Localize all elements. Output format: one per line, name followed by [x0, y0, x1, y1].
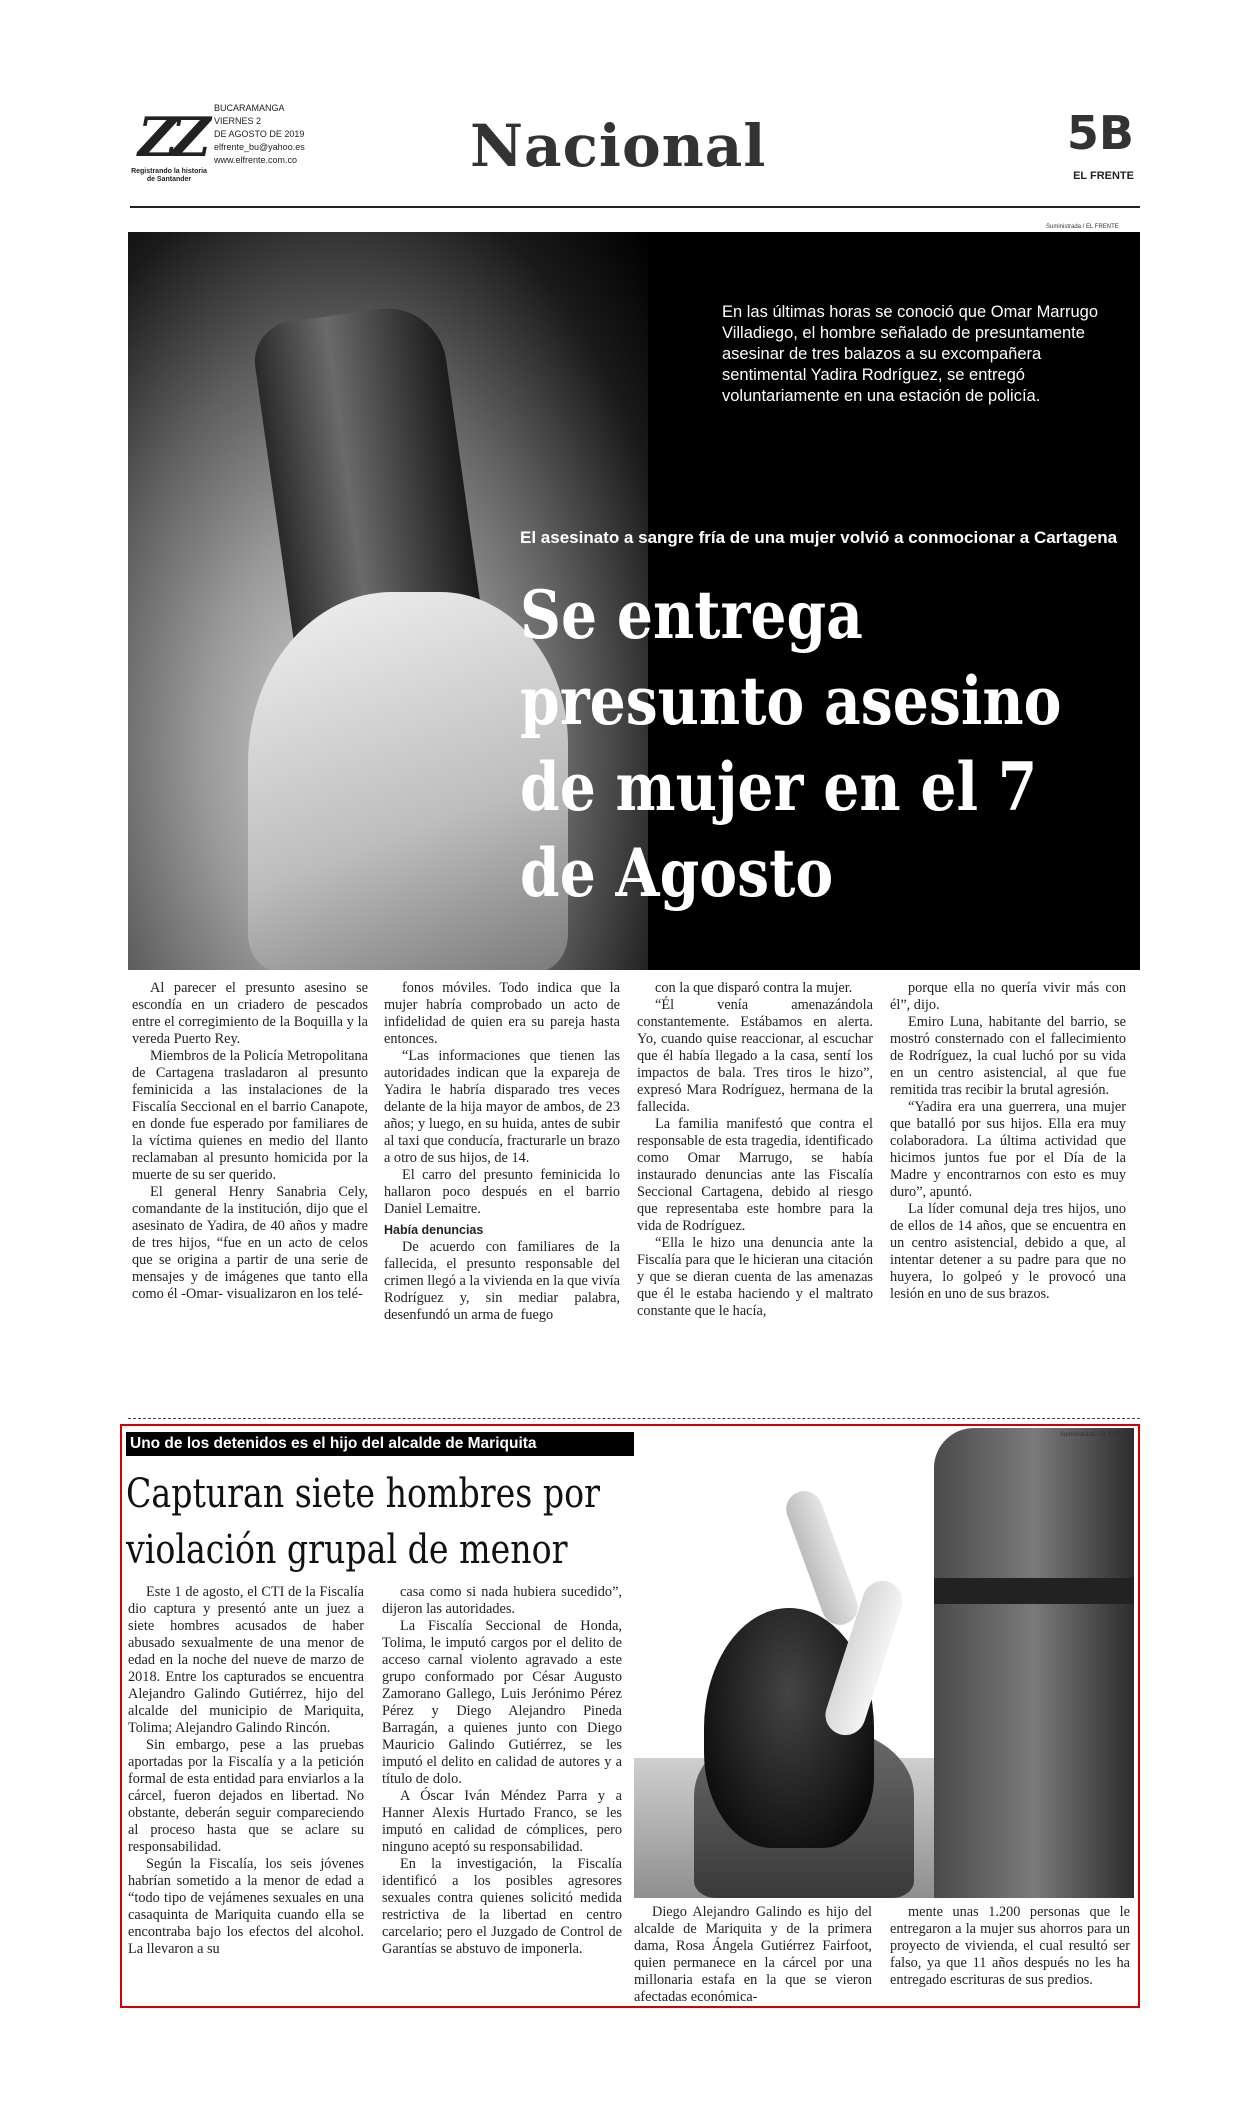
- edition-info: [214, 102, 305, 167]
- day: VIERNES 2: [214, 116, 262, 126]
- paragraph: De acuerdo con familiares de la fallecida, el presunto responsable del crimen llegó a la vivienda en la que vivía Rodríguez y, sin mediar palabra, desenfundó un arma de fuego: [384, 1239, 620, 1323]
- photo-credit-top: Suministrada / EL FRENTE: [1046, 224, 1119, 230]
- header-divider: [130, 206, 1140, 208]
- page-number: 5B: [1066, 106, 1134, 160]
- paragraph: “Las informaciones que tienen las autoridades indican que la expareja de Yadira le habría disparado tres veces delante de la hija mayor de ambos, de 23 años; y luego, en su huida, antes de subir al taxi que conducía, fracturarle un brazo a otro de sus hijos, de 14.: [384, 1048, 620, 1166]
- website-link[interactable]: www.elfrente.com.co: [214, 155, 298, 165]
- top-column-1: [132, 980, 368, 1303]
- bottom-column-3: [634, 1904, 872, 2006]
- top-column-2: [384, 980, 620, 1324]
- bottom-story-photo: [634, 1428, 1134, 1898]
- logo-caption: Registrando la historia de Santander: [131, 168, 207, 183]
- subheading: Había denuncias: [384, 1223, 484, 1237]
- top-story-lede: En las últimas horas se conoció que Omar Marrugo Villadiego, el hombre señalado de presuntamente asesinar de tres balazos a su excompañera sentimental Yadira Rodríguez, se entregó voluntariamente en una estación de policía.: [722, 303, 1099, 405]
- paragraph: Este 1 de agosto, el CTI de la Fiscalía dio captura y presentó ante un juez a siete hombres acusados de haber abusado sexualmente de una menor de edad en la noche del nueve de marzo de 2018. Entre los capturados se encuentra Alejandro Galindo Gutiérrez, hijo del alcalde del municipio de Mariquita, Tolima; Alejandro Galindo Rincón.: [128, 1584, 364, 1736]
- paragraph: A Óscar Iván Méndez Parra y a Hanner Alexis Hurtado Franco, se les imputó en calidad de cómplices, pero ninguno aceptó su responsabilidad.: [382, 1788, 622, 1855]
- top-column-4: [890, 980, 1126, 1303]
- paragraph: El general Henry Sanabria Cely, comandante de la institución, dijo que el asesinato de Yadira, de 40 años y madre de tres hijos, “fue en un acto de celos que se origina a partir de una serie de mensajes y de imágenes que tanto ella como él -Omar- visualizaron en los telé-: [132, 1184, 368, 1302]
- paragraph: El carro del presunto feminicida lo hallaron poco después en el barrio Daniel Lemaitre.: [384, 1167, 620, 1217]
- paragraph: Miembros de la Policía Metropolitana de Cartagena trasladaron al presunto feminicida a las instalaciones de la Fiscalía Seccional en el barrio Canapote, en donde fue esperado por familiares de la víctima quienes en medio del llanto reclamaban al presunto homicida por la muerte de su ser querido.: [132, 1048, 368, 1183]
- paragraph: con la que disparó contra la mujer.: [655, 980, 853, 996]
- section-divider: [128, 1418, 1140, 1419]
- bottom-column-4: [890, 1904, 1130, 1989]
- paragraph: Sin embargo, pese a las pruebas aportadas por la Fiscalía y a la petición formal de esta entidad para enviarlos a la cárcel, fueron dejados en libertad. No obstante, deberán seguir compareciendo al proceso hasta que se aclare su responsabilidad.: [128, 1737, 364, 1855]
- top-story-kicker: El asesinato a sangre fría de una mujer volvió a conmocionar a Cartagena: [520, 528, 1118, 547]
- paragraph: En la investigación, la Fiscalía identificó a los posibles agresores sexuales contra quienes solicitó medida restrictiva de la libertad en centro carcelario; pero el Juzgado de Control de Garantías se abstuvo de imponerla.: [382, 1856, 622, 1957]
- masthead: [130, 100, 1140, 208]
- paragraph: “Yadira era una guerrera, una mujer que batalló por sus hijos. Ella era muy colaboradora. La última actividad que hicimos juntos fue por el Día de la Madre y encontrarnos con esto es muy duro”, apuntó.: [890, 1099, 1126, 1200]
- paragraph: Al parecer el presunto asesino se escondía en un criadero de pescados entre el corregimiento de la Boquilla y la vereda Puerto Rey.: [132, 980, 368, 1047]
- bottom-story-body-left: [128, 1584, 632, 2002]
- logo-mark-icon: ZZ: [138, 105, 205, 169]
- newspaper-logo[interactable]: [130, 105, 207, 190]
- paragraph: La Fiscalía Seccional de Honda, Tolima, le imputó cargos por el delito de acceso carnal violento agravado a este grupo conformado por César Augusto Zamorano Gallego, Luis Jerónimo Pérez Pérez y Diego Alejandro Pineda Barragán, a quienes junto con Diego Mauricio Galindo Gutiérrez, se les imputó el delito en calidad de autores y a título de dolo.: [382, 1618, 622, 1787]
- bottom-column-1: [128, 1584, 364, 1958]
- paragraph: “Él venía amenazándola constantemente. Estábamos en alerta. Yo, cuando quise reaccionar, al escuchar que él había llegado a la casa, sentí los impactos de bala. Tres tiros le hizo”, expresó Mara Rodríguez, hermana de la fallecida.: [637, 997, 873, 1115]
- man-figure-icon: [934, 1428, 1134, 1898]
- bottom-column-2: [382, 1584, 622, 1958]
- bottom-story-headline: Capturan siete hombres por violación grupal de menor: [126, 1471, 600, 1573]
- paragraph: mente unas 1.200 personas que le entregaron a la mujer sus ahorros para un proyecto de vivienda, el cual resultó ser falso, ya que 11 años después no les ha entregado escrituras de sus predios.: [890, 1904, 1130, 1988]
- paragraph: casa como si nada hubiera sucedido”, dijeron las autoridades.: [382, 1584, 622, 1617]
- paragraph: Según la Fiscalía, los seis jóvenes habrían sometido a la menor de edad a “todo tipo de vejámenes sexuales en una casaquinta de Mariquita cuando ella se encontraba bajo los efectos del alcohol. La llevaron a su: [128, 1856, 364, 1957]
- top-story-body: [132, 980, 1136, 1412]
- city: BUCARAMANGA: [214, 103, 285, 113]
- photo-credit-bottom: Suministrada / EL FRENTE: [1060, 1432, 1133, 1438]
- date: DE AGOSTO DE 2019: [214, 129, 305, 139]
- paragraph: Emiro Luna, habitante del barrio, se mostró consternado con el fallecimiento de Rodríguez, la cual luchó por su vida en un centro asistencial, al que fue remitida tras recibir la brutal agresión.: [890, 1014, 1126, 1098]
- email-link[interactable]: elfrente_bu@yahoo.es: [214, 142, 305, 152]
- belt-icon: [934, 1578, 1134, 1604]
- paragraph: “Ella le hizo una denuncia ante la Fiscalía para que le hicieran una citación y que se dieran cuenta de las amenazas que él le estaba haciendo y el maltrato constante que le hacía,: [637, 1235, 873, 1319]
- paragraph: Diego Alejandro Galindo es hijo del alcalde de Mariquita y de la primera dama, Rosa Ángela Gutiérrez Fairfoot, quien permanece en la cárcel por una millonaria estafa en la que se vieron afectadas económica-: [634, 1904, 872, 2005]
- section-title: Nacional: [470, 112, 767, 180]
- paragraph: porque ella no quería vivir más con él”, dijo.: [890, 980, 1126, 1013]
- bottom-story-body-right: [634, 1904, 1132, 2004]
- brand-name: EL FRENTE: [1073, 170, 1134, 182]
- paragraph: La familia manifestó que contra el responsable de esta tragedia, identificado como Omar Marrugo, se había instaurado denuncias ante las Fiscalía Seccional Cartagena, debido al riesgo que representaba este hombre para la vida de Rodríguez.: [637, 1116, 873, 1234]
- bottom-story-kicker: Uno de los detenidos es el hijo del alcalde de Mariquita: [126, 1432, 634, 1456]
- top-story-headline: Se entrega presunto asesino de mujer en el 7 de Agosto: [520, 576, 1062, 912]
- top-column-3: [637, 980, 873, 1320]
- paragraph: fonos móviles. Todo indica que la mujer habría comprobado un acto de infidelidad de quien era su pareja hasta entonces.: [384, 980, 620, 1047]
- paragraph: La líder comunal deja tres hijos, uno de ellos de 14 años, que se encuentra en un centro asistencial, debido a que, al intentar detener a su padre para que no huyera, lo golpeó y le provocó una lesión en uno de sus brazos.: [890, 1201, 1126, 1302]
